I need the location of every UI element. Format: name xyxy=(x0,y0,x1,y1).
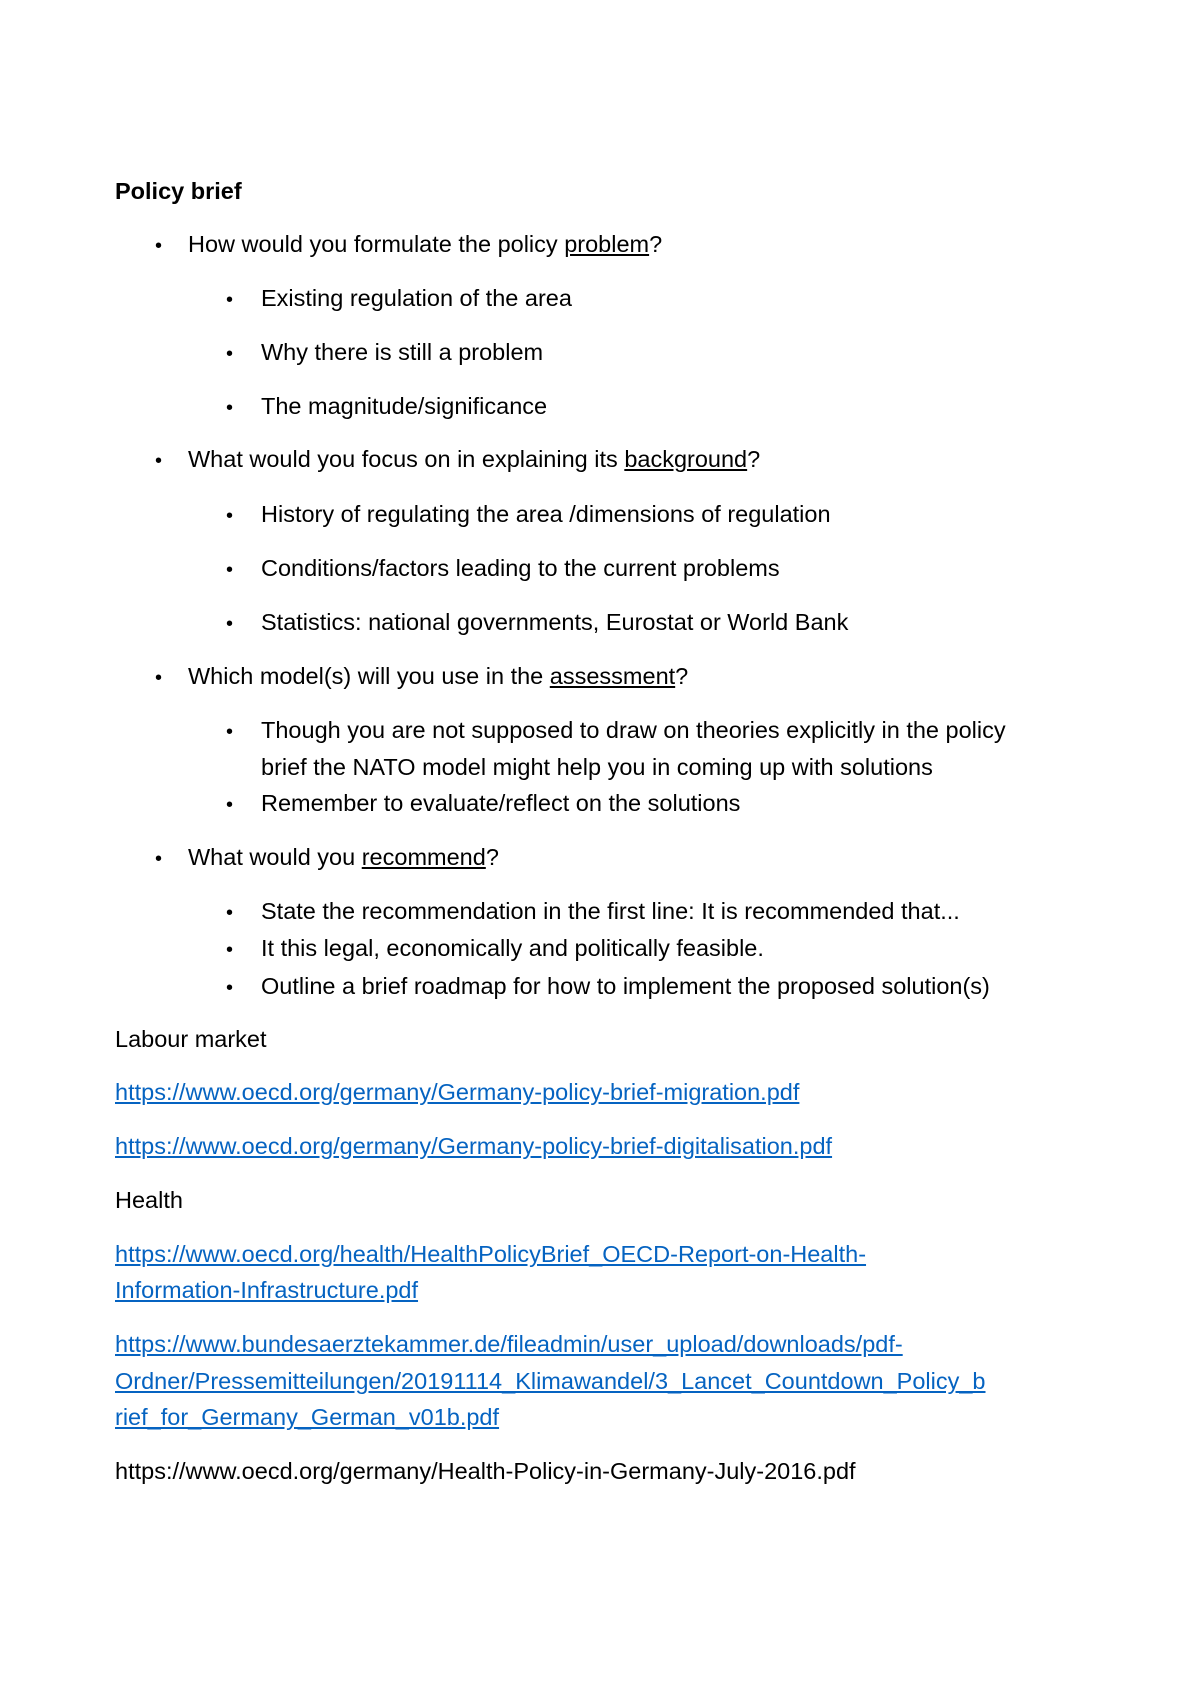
page-title: Policy brief xyxy=(115,178,242,204)
keyword-problem: problem xyxy=(564,231,650,257)
question-problem: How would you formulate the policy problem? xyxy=(188,231,663,257)
list-item: Statistics: national governments, Eurostat or World Bank xyxy=(261,609,849,635)
plain-url-health-policy-germany: https://www.oecd.org/germany/Health-Policy-in-Germany-July-2016.pdf xyxy=(115,1458,856,1484)
list-item: Conditions/factors leading to the current problems xyxy=(261,555,780,581)
list-item: Why there is still a problem xyxy=(261,339,544,365)
list-item-continuation: brief the NATO model might help you in coming up with solutions xyxy=(261,754,933,780)
bullet-icon: • xyxy=(226,343,234,365)
list-item: State the recommendation in the first line: It is recommended that... xyxy=(261,898,960,924)
list-item: History of regulating the area /dimensions of regulation xyxy=(261,501,831,527)
keyword-background: background xyxy=(624,446,748,472)
section-heading-health: Health xyxy=(115,1187,183,1213)
section-heading-labour-market: Labour market xyxy=(115,1026,267,1052)
question-recommend: What would you recommend? xyxy=(188,844,499,870)
list-item: The magnitude/significance xyxy=(261,393,548,419)
bullet-icon: • xyxy=(226,939,234,961)
bullet-icon: • xyxy=(155,667,163,689)
link-migration-brief[interactable]: https://www.oecd.org/germany/Germany-policy-brief-migration.pdf xyxy=(115,1079,800,1105)
question-assessment: Which model(s) will you use in the assessment? xyxy=(188,663,689,689)
keyword-recommend: recommend xyxy=(361,844,486,870)
link-digitalisation-brief[interactable]: https://www.oecd.org/germany/Germany-policy-brief-digitalisation.pdf xyxy=(115,1133,833,1159)
bullet-icon: • xyxy=(226,794,234,816)
bullet-icon: • xyxy=(155,450,163,472)
list-item: Though you are not supposed to draw on theories explicitly in the policy xyxy=(261,717,1006,743)
link-lancet-countdown-end[interactable]: rief_for_Germany_German_v01b.pdf xyxy=(115,1404,500,1430)
link-health-information-infrastructure-cont[interactable]: Information-Infrastructure.pdf xyxy=(115,1277,419,1303)
link-lancet-countdown[interactable]: https://www.bundesaerztekammer.de/fileadmin/user_upload/downloads/pdf- xyxy=(115,1331,903,1357)
bullet-icon: • xyxy=(226,721,234,743)
list-item: Existing regulation of the area xyxy=(261,285,572,311)
question-background: What would you focus on in explaining its background? xyxy=(188,446,761,472)
list-item: It this legal, economically and politically feasible. xyxy=(261,935,764,961)
bullet-icon: • xyxy=(226,397,234,419)
bullet-icon: • xyxy=(226,902,234,924)
link-lancet-countdown-cont[interactable]: Ordner/Pressemitteilungen/20191114_Klimawandel/3_Lancet_Countdown_Policy_b xyxy=(115,1368,986,1394)
link-health-information-infrastructure[interactable]: https://www.oecd.org/health/HealthPolicyBrief_OECD-Report-on-Health- xyxy=(115,1241,867,1267)
bullet-icon: • xyxy=(226,977,234,999)
bullet-icon: • xyxy=(226,505,234,527)
bullet-icon: • xyxy=(155,235,163,257)
list-item: Outline a brief roadmap for how to implement the proposed solution(s) xyxy=(261,973,990,999)
bullet-icon: • xyxy=(155,848,163,870)
keyword-assessment: assessment xyxy=(549,663,676,689)
bullet-icon: • xyxy=(226,289,234,311)
bullet-icon: • xyxy=(226,559,234,581)
bullet-icon: • xyxy=(226,613,234,635)
list-item: Remember to evaluate/reflect on the solutions xyxy=(261,790,741,816)
